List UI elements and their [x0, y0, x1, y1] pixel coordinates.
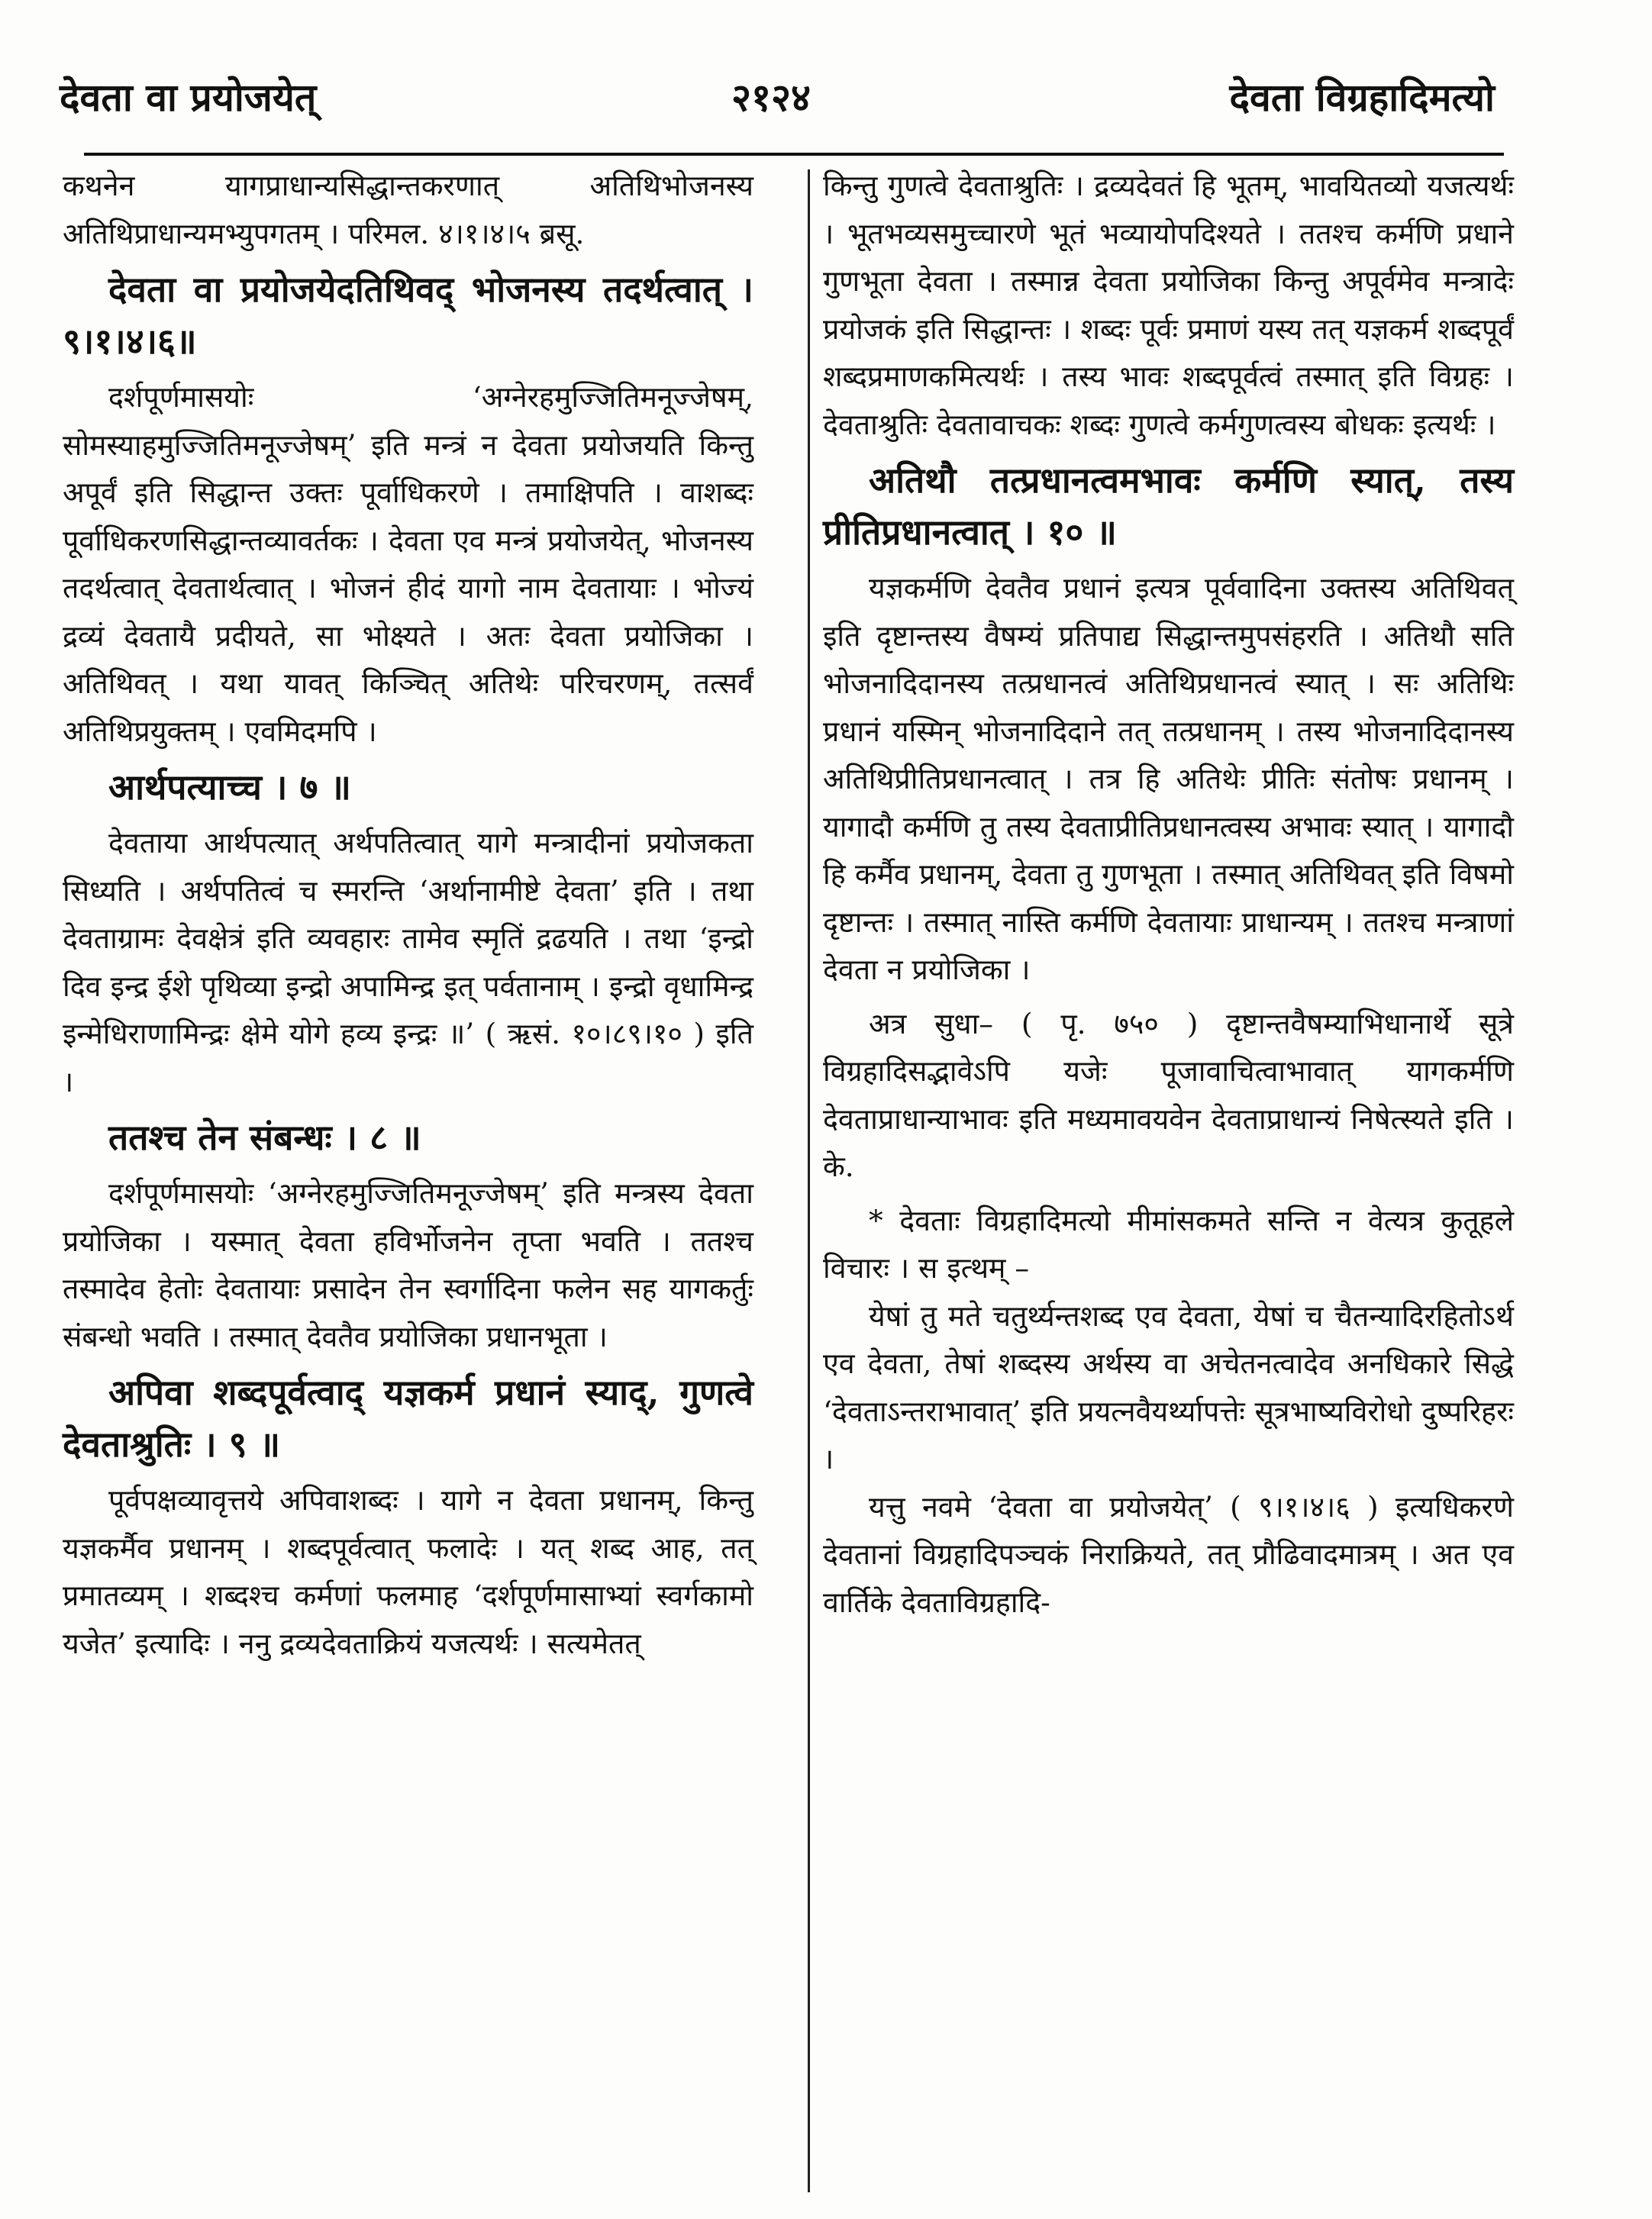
paragraph: यज्ञकर्मणि देवतैव प्रधानं इत्यत्र पूर्ववादिना उक्तस्य अतिथिवत् इति दृष्टान्तस्य वैषम्यं प्रतिपाद्य सिद्धान्तमुपसंहरति । अतिथौ सति भोजनादिदानस्य तत्प्रधानत्वं अतिथिप्रधानत्वं स्यात् । सः अतिथिः प्रधानं यस्मिन् भोजनादिदाने तत् तत्प्रधानम् । तस्य भोजनादिदानस्य अतिथिप्रीतिप्रधानत्वात् । तत्र हि अतिथेः प्रीतिः संतोषः प्रधानम् । यागादौ कर्मणि तु तस्य देवताप्रीतिप्रधानत्वस्य अभावः स्यात् । यागादौ हि कर्मैव प्रधानम्, देवता तु गुणभूता । तस्मात् अतिथिवत् इति विषमो दृष्टान्तः । तस्मात् नास्ति कर्मणि देवतायाः प्राधान्यम् । ततश्च मन्त्राणां देवता न प्रयोजिका । [823, 571, 1514, 986]
column-divider [808, 169, 810, 2192]
paragraph: यत्तु नवमे ‘देवता वा प्रयोजयेत्’ ( ९।१।४।६ ) इत्यधिकरणे देवतानां विग्रहादिपञ्चकं निराक्रियते, तत् प्रौढिवादमात्रम् । अत एव वार्तिके देवताविग्रहादि- [823, 1489, 1514, 1619]
header-rule [84, 153, 1504, 156]
sutra-heading: देवता वा प्रयोजयेदतिथिवद् भोजनस्य तदर्थत्वात् । ९।१।४।६॥ [63, 269, 753, 362]
right-column [823, 162, 1514, 1626]
running-header [60, 70, 1495, 139]
sutra-heading: आर्थपत्याच्च । ७ ॥ [108, 766, 351, 808]
paragraph: अत्र सुधा– ( पृ. ७५० ) दृष्टान्तवैषम्याभिधानार्थे सूत्रे विग्रहादिसद्भावेऽपि यजेः पूजावाचित्वाभावात् यागकर्मणि देवताप्राधान्याभावः इति मध्यमावयवेन देवताप्राधान्यं निषेत्स्यते इति । के. [823, 1006, 1514, 1183]
paragraph: पूर्वपक्षव्यावृत्तये अपिवाशब्दः । यागे न देवता प्रधानम्, किन्तु यज्ञकर्मैव प्रधानम् । शब्दपूर्वत्वात् फलादेः । यत् शब्द आह, तत् प्रमातव्यम् । शब्दश्च कर्मणां फलमाह ‘दर्शपूर्णमासाभ्यां स्वर्गकामो यजेत’ इत्यादिः । ननु द्रव्यदेवताक्रियं यजत्यर्थः । सत्यमेतत् [63, 1483, 753, 1660]
paragraph: कथनेन यागप्राधान्यसिद्धान्तकरणात् अतिथिभोजनस्य अतिथिप्राधान्यमभ्युपगतम् । परिमल. ४।१।४।५ ब्रसू. [63, 169, 753, 250]
paragraph: * देवताः विग्रहादिमत्यो मीमांसकमते सन्ति न वेत्यत्र कुतूहले विचारः । स इत्थम् – [823, 1203, 1514, 1285]
header-right-title: देवता विग्रहादिमत्यो [1229, 75, 1495, 120]
page-number: २१२४ [731, 75, 811, 120]
header-left-title: देवता वा प्रयोजयेत् [60, 75, 317, 120]
sutra-heading: अपिवा शब्दपूर्वत्वाद् यज्ञकर्म प्रधानं स्याद्, गुणत्वे देवताश्रुतिः । ९ ॥ [63, 1372, 753, 1465]
paragraph: किन्तु गुणत्वे देवताश्रुतिः । द्रव्यदेवतं हि भूतम्, भावयितव्यो यजत्यर्थः । भूतभव्यसमुच्चारणे भूतं भव्यायोपदिश्यते । ततश्च कर्मणि प्रधाने गुणभूता देवता । तस्मान्न देवता प्रयोजिका किन्तु अपूर्वमेव मन्त्रादेः प्रयोजकं इति सिद्धान्तः । शब्दः पूर्वः प्रमाणं यस्य तत् यज्ञकर्म शब्दपूर्वं शब्दप्रमाणकमित्यर्थः । तस्य भावः शब्दपूर्वत्वं तस्मात् इति विग्रहः । देवताश्रुतिः देवतावाचकः शब्दः गुणत्वे कर्मगुणत्वस्य बोधकः इत्यर्थः । [823, 169, 1514, 441]
sutra-heading: ततश्च तेन संबन्धः । ८ ॥ [108, 1117, 421, 1158]
left-column [63, 162, 753, 1667]
paragraph: दर्शपूर्णमासयोः ‘अग्नेरहमुज्जितिमनूज्जेषम्’ इति मन्त्रस्य देवता प्रयोजिका । यस्मात् देवता हविर्भोजनेन तृप्ता भवति । ततश्च तस्मादेव हेतोः देवतायाः प्रसादेन तेन स्वर्गादिना फलेन सह यागकर्तुः संबन्धो भवति । तस्मात् देवतैव प्रयोजिका प्रधानभूता । [63, 1176, 753, 1353]
paragraph: दर्शपूर्णमासयोः ‘अग्नेरहमुज्जितिमनूज्जेषम्, सोमस्याहमुज्जितिमनूज्जेषम्’ इति मन्त्रं न देवता प्रयोजयति किन्तु अपूर्वं इति सिद्धान्त उक्तः पूर्वाधिकरणे । तमाक्षिपति । वाशब्दः पूर्वाधिकरणसिद्धान्तव्यावर्तकः । देवता एव मन्त्रं प्रयोजयेत्, भोजनस्य तदर्थत्वात् देवतार्थत्वात् । भोजनं हीदं यागो नाम देवतायाः । भोज्यं द्रव्यं देवतायै प्रदीयते, सा भोक्ष्यते । अतः देवता प्रयोजिका । अतिथिवत् । यथा यावत् किञ्चित् अतिथेः परिचरणम्, तत्सर्वं अतिथिप्रयुक्तम् । एवमिदमपि । [63, 380, 753, 748]
sutra-heading: अतिथौ तत्प्रधानत्वमभावः कर्मणि स्यात्, तस्य प्रीतिप्रधानत्वात् । १० ॥ [823, 460, 1514, 553]
paragraph: येषां तु मते चतुर्थ्यन्तशब्द एव देवता, येषां च चैतन्यादिरहितोऽर्थ एव देवता, तेषां शब्दस्य अर्थस्य वा अचेतनत्वादेव अनधिकारे सिद्धे ‘देवताऽन्तराभावात्’ इति प्रयत्नवैयर्थ्यापत्तेः सूत्रभाष्यविरोधो दुष्परिहरः । [823, 1298, 1514, 1476]
paragraph: देवताया आर्थपत्यात् अर्थपतित्वात् यागे मन्त्रादीनां प्रयोजकता सिध्यति । अर्थपतित्वं च स्मरन्ति ‘अर्थानामीष्टे देवता’ इति । तथा देवताग्रामः देवक्षेत्रं इति व्यवहारः तामेव स्मृतिं द्रढयति । तथा ‘इन्द्रो दिव इन्द्र ईशे पृथिव्या इन्द्रो अपामिन्द्र इत् पर्वतानाम् । इन्द्रो वृधामिन्द्र इन्मेधिराणामिन्द्रः क्षेमे योगे हव्य इन्द्रः ॥’ ( ऋसं. १०।८९।१० ) इति । [63, 826, 753, 1098]
